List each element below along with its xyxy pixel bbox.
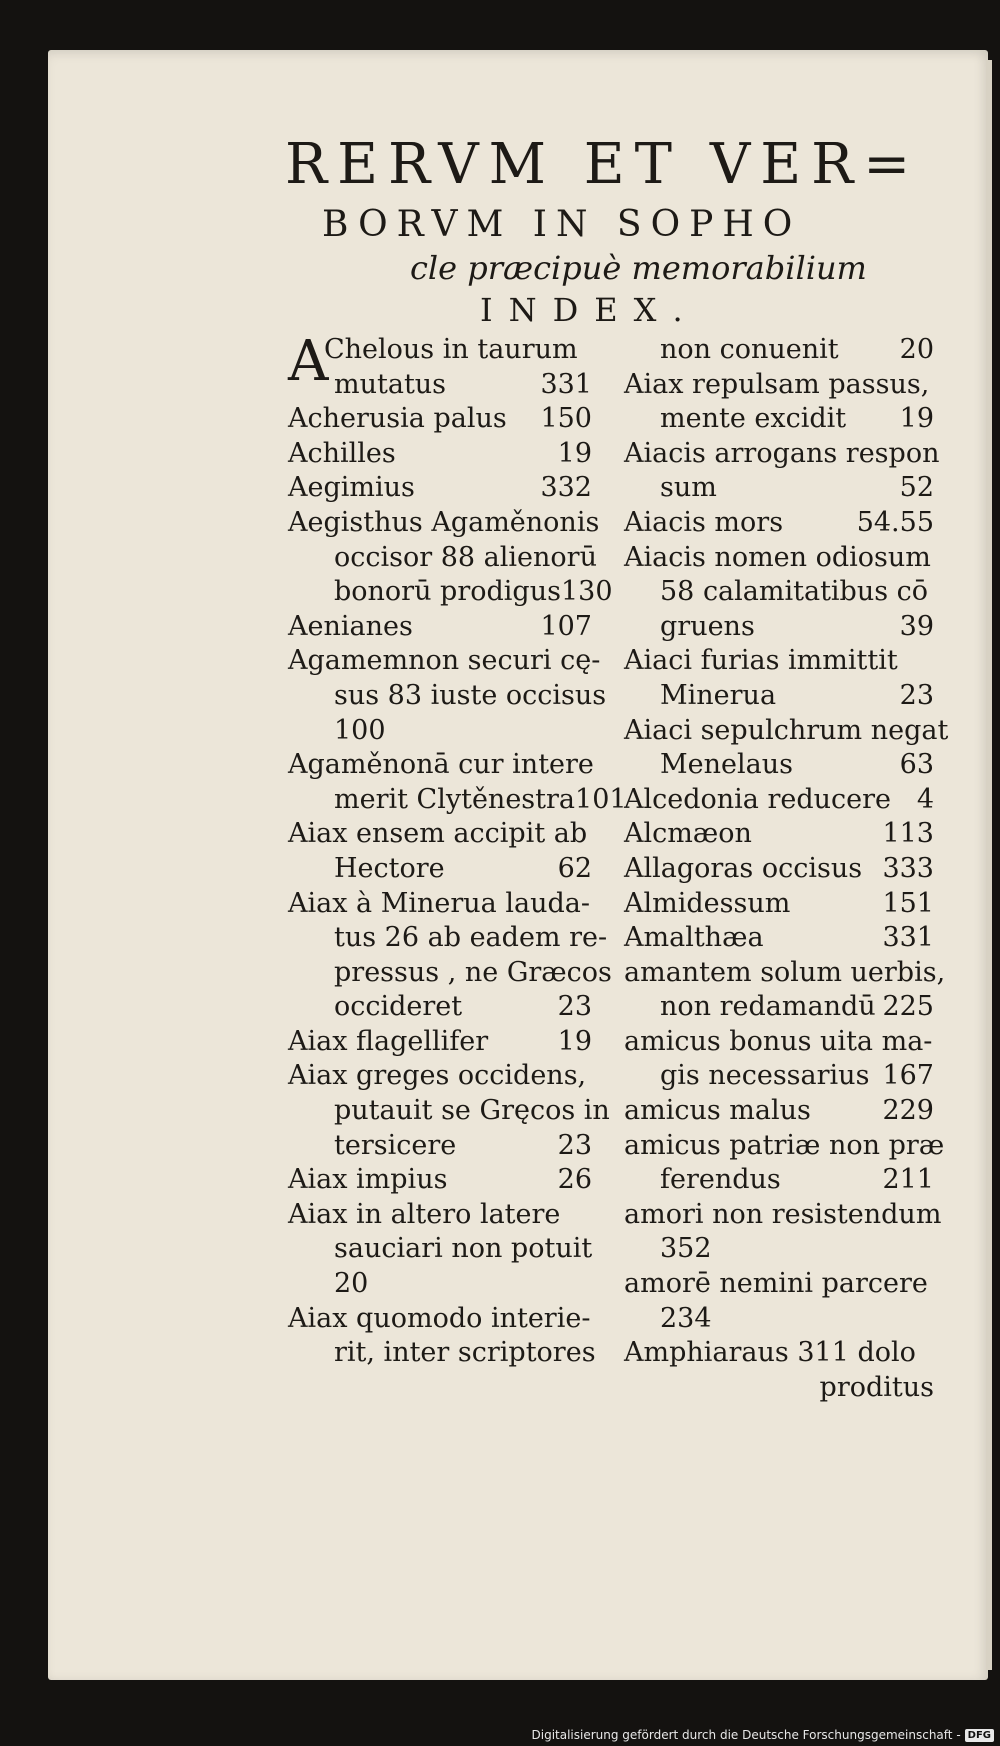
index-entry-text: Chelous in taurum (324, 334, 578, 365)
index-entry-text: Aiax flagellifer (288, 1025, 489, 1057)
index-entry-text: proditus (819, 1371, 934, 1403)
index-entry-page: 19 (899, 403, 934, 435)
index-entry-text: Agaměnonā cur intere (288, 749, 594, 781)
index-entry-text: Alcmæon (624, 818, 752, 850)
index-entry (624, 437, 940, 472)
index-entry-text: rit, inter scriptores (334, 1337, 596, 1369)
index-entry-text: ferendus (660, 1164, 781, 1196)
index-entry (624, 471, 934, 506)
footer-text: Digitalisierung gefördert durch die Deutsche Forschungsgemeinschaft - (531, 1728, 961, 1742)
index-entry-text: Alcedonia reducere (624, 783, 892, 815)
index-entry-text: merit Clytěnestra (334, 783, 576, 815)
index-entry (288, 852, 592, 887)
index-entry (624, 506, 934, 541)
index-entry-text: non redamandū (660, 991, 876, 1023)
index-entry (624, 575, 934, 610)
index-entry-text: Allagoras occisus (624, 852, 863, 884)
index-entry-page: 23 (557, 1129, 592, 1161)
index-entry (288, 506, 600, 541)
index-entry (288, 921, 608, 956)
index-entry-text: Minerua (660, 679, 777, 711)
index-entry (288, 817, 592, 852)
index-entry (288, 679, 607, 714)
index-entry (288, 887, 592, 922)
index-entry (624, 402, 934, 437)
drop-cap: A (288, 329, 329, 394)
index-entry-page: 23 (899, 679, 934, 711)
index-entry-text: Amphiaraus 311 dolo (624, 1337, 916, 1369)
index-entry (288, 748, 592, 783)
index-entry (624, 644, 934, 679)
index-entry (288, 1163, 592, 1198)
index-entry-text: 58 calamitatibus cō (660, 576, 929, 608)
index-entry-page: 225 (882, 991, 934, 1023)
index-entry (624, 1336, 934, 1371)
index-entry (624, 1302, 934, 1337)
index-entry-page: 23 (557, 991, 592, 1023)
heading-line-1: RERVM ET VER= (285, 132, 921, 197)
index-entry (624, 748, 934, 783)
dfg-logo: DFG (965, 1729, 994, 1742)
index-entry (288, 368, 592, 403)
index-entry-text: 234 (660, 1302, 712, 1334)
index-entry-page: 229 (882, 1095, 934, 1127)
index-entry-page: 4 (916, 783, 934, 815)
index-entry (288, 1059, 592, 1094)
index-entry (624, 887, 934, 922)
index-entry (288, 990, 592, 1025)
index-entry (288, 610, 592, 645)
index-entry-text: 352 (660, 1233, 712, 1265)
index-entry-text: Aiax impius (288, 1164, 448, 1196)
index-entry (624, 368, 934, 403)
index-entry (624, 1232, 934, 1267)
index-entry-text: Aiax greges occidens, (288, 1060, 587, 1092)
index-entry-text: putauit se Gręcos in (334, 1095, 610, 1127)
index-entry-text: amorē nemini parcere (624, 1268, 928, 1300)
index-entry (288, 956, 612, 991)
index-entry (624, 1371, 934, 1406)
index-entry-page: 101 (575, 783, 627, 815)
index-entry (624, 610, 934, 645)
index-entry (624, 1059, 934, 1094)
index-entry-text: Aiax quomodo interie- (288, 1302, 591, 1334)
index-entry-text: amori non resistendum (624, 1198, 942, 1230)
index-entry (288, 1129, 592, 1164)
index-entry-text: Amalthæa (624, 922, 764, 954)
index-entry-text: mente excidit (660, 403, 847, 435)
index-entry-text: Aegimius (288, 472, 415, 504)
index-entry (624, 679, 934, 714)
index-entry-text: Aegisthus Agaměnonis (288, 506, 600, 538)
index-entry-page: 19 (557, 1025, 592, 1057)
index-entry-text: occisor 88 alienorū (334, 541, 597, 573)
index-entry-text: tersicere (334, 1129, 457, 1161)
index-entry (624, 333, 934, 368)
index-entry-text: sus 83 iuste occisus (334, 679, 607, 711)
index-entry (288, 714, 592, 749)
index-entry-text: bonorū prodigus (334, 576, 561, 608)
index-entry-text: gis necessarius (660, 1060, 870, 1092)
index-entry-text: Aiax repulsam passus, (624, 368, 930, 400)
index-column-left (288, 329, 627, 1371)
index-entry (288, 1267, 592, 1302)
index-entry-page: 331 (540, 368, 592, 400)
index-entry-text: Aiacis mors (624, 506, 784, 538)
index-entry (624, 990, 934, 1025)
index-entry (624, 714, 949, 749)
index-entry-text: Menelaus (660, 749, 793, 781)
index-entry (288, 1198, 592, 1233)
index-entry (288, 1094, 610, 1129)
index-entry (624, 541, 934, 576)
index-entry-text: Aiacis nomen odiosum (624, 541, 931, 573)
index-entry (288, 471, 592, 506)
index-entry-page: 331 (882, 922, 934, 954)
index-entry (624, 783, 934, 818)
index-entry (624, 1267, 934, 1302)
index-entry (624, 1163, 934, 1198)
index-entry-text: Aiaci sepulchrum negat (624, 714, 949, 746)
index-entry (624, 817, 934, 852)
index-entry-text: Aiax ensem accipit ab (288, 818, 588, 850)
index-entry (288, 402, 592, 437)
index-entry-text: amantem solum uerbis, (624, 956, 946, 988)
index-entry (288, 1336, 596, 1371)
index-entry (288, 783, 627, 818)
index-entry (624, 1129, 945, 1164)
index-entry-page: 151 (882, 887, 934, 919)
index-entry-page: 130 (560, 576, 613, 608)
index-entry-text: sauciari non potuit (334, 1233, 593, 1265)
index-entry (288, 1302, 592, 1337)
index-entry (288, 437, 592, 472)
index-entry-page: 19 (557, 437, 592, 469)
index-entry (624, 956, 946, 991)
index-entry-text: tus 26 ab eadem re- (334, 922, 608, 954)
index-entry (288, 1232, 592, 1267)
index-entry-text: amicus bonus uita ma- (624, 1025, 933, 1057)
index-entry-page: 52 (899, 472, 934, 504)
index-entry-text: 100 (334, 714, 386, 746)
index-entry (624, 1025, 934, 1060)
index-entry (288, 1025, 592, 1060)
index-entry-page: 62 (557, 852, 592, 884)
index-entry-page: 211 (882, 1164, 934, 1196)
index-entry-text: amicus patriæ non præ (624, 1129, 945, 1161)
index-column-right (624, 333, 949, 1405)
index-entry-text: Aiax à Minerua lauda- (288, 887, 590, 919)
index-entry (624, 1094, 934, 1129)
index-entry-page: 113 (882, 818, 934, 850)
index-entry-page: 150 (540, 403, 592, 435)
index-entry-text: non conuenit (660, 334, 839, 365)
index-entry-page: 39 (899, 610, 934, 642)
heading-index: INDEX. (480, 291, 699, 329)
index-entry-page: 107 (540, 610, 592, 642)
index-entry-text: Aiacis arrogans respon (624, 437, 940, 469)
heading-line-3: cle præcipuè memorabilium (410, 249, 867, 287)
index-entry-text: Achilles (288, 437, 396, 469)
index-entry-page: 26 (557, 1164, 592, 1196)
index-entry (288, 575, 613, 610)
index-entry-page: 333 (882, 852, 934, 884)
index-entry-text: gruens (660, 610, 755, 642)
index-entry-page: 63 (899, 749, 934, 781)
index-entry (624, 852, 934, 887)
digitization-footer (532, 1728, 995, 1742)
index-entry (288, 541, 597, 576)
index-entry-text: amicus malus (624, 1095, 811, 1127)
index-entry-text: sum (660, 472, 717, 504)
index-entry-text: 20 (334, 1268, 369, 1300)
index-entry-text: occideret (334, 991, 463, 1023)
index-entry-text: Hectore (334, 852, 445, 884)
index-entry-page: 54.55 (856, 506, 934, 538)
index-entry-text: Agamemnon securi cę- (288, 645, 601, 677)
index-entry-page: 167 (882, 1060, 934, 1092)
index-entry-text: Almidessum (624, 887, 791, 919)
heading-line-2: BORVM IN SOPHO (322, 204, 802, 245)
index-entry (624, 1198, 942, 1233)
index-entry-text: Aiax in altero latere (288, 1198, 561, 1230)
index-entry-text: mutatus (334, 368, 447, 400)
index-entry-page: 20 (899, 334, 934, 365)
index-entry-text: Aiaci furias immittit (624, 645, 898, 677)
index-entry (288, 644, 601, 679)
index-entry (624, 921, 934, 956)
index-entry-text: Acherusia palus (288, 403, 507, 435)
index-entry-page: 332 (540, 472, 592, 504)
index-entry-text: Aenianes (288, 610, 413, 642)
index-entry-text: pressus , ne Græcos (334, 956, 612, 988)
index-entry (288, 333, 592, 368)
page-edge (986, 60, 992, 1670)
